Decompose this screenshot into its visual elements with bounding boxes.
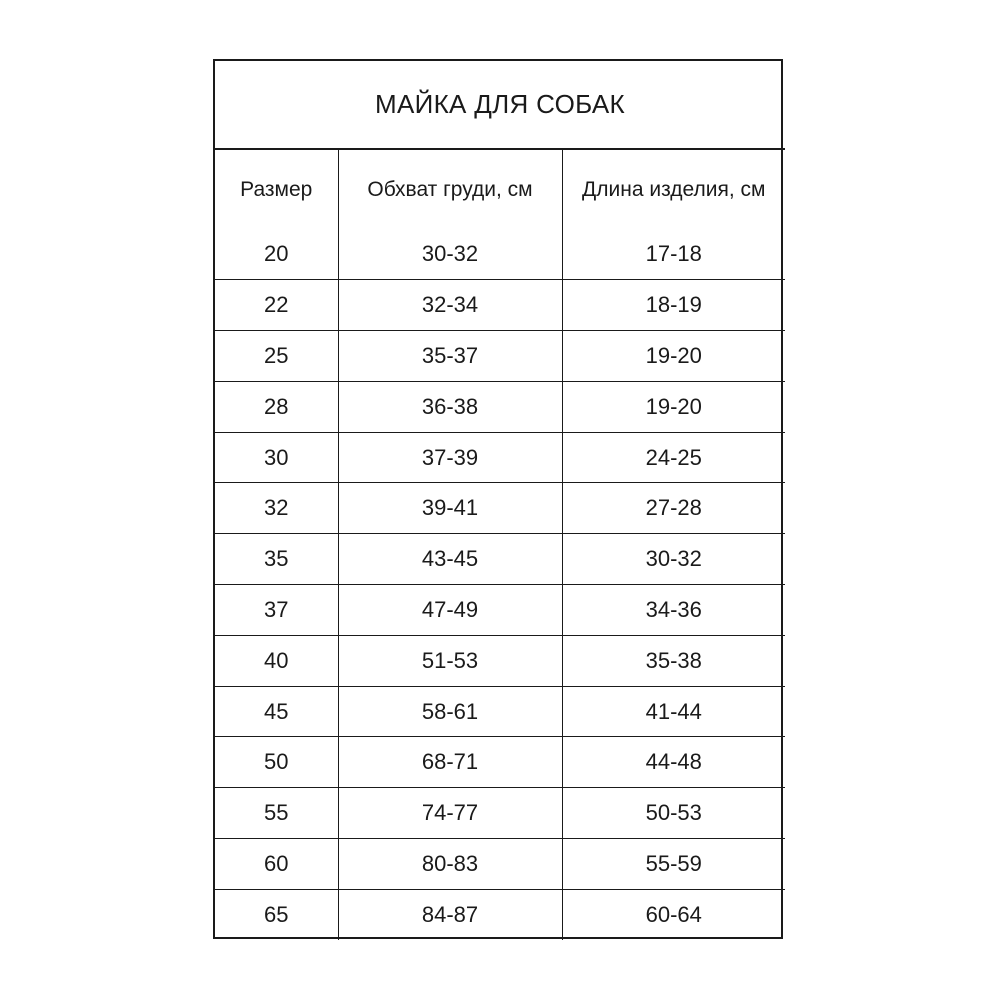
size-cell: 60	[215, 839, 338, 890]
length-cell: 44-48	[562, 737, 785, 788]
length-cell: 41-44	[562, 686, 785, 737]
table-row	[215, 280, 785, 331]
column-header-chest: Обхват груди, см	[338, 149, 562, 229]
length-cell: 50-53	[562, 788, 785, 839]
chest-cell: 51-53	[338, 635, 562, 686]
chest-cell: 58-61	[338, 686, 562, 737]
chest-cell: 37-39	[338, 432, 562, 483]
chest-cell: 74-77	[338, 788, 562, 839]
length-cell: 60-64	[562, 889, 785, 940]
table-row	[215, 737, 785, 788]
size-cell: 28	[215, 381, 338, 432]
chest-cell: 68-71	[338, 737, 562, 788]
length-cell: 30-32	[562, 534, 785, 585]
length-cell: 34-36	[562, 585, 785, 636]
length-cell: 18-19	[562, 280, 785, 331]
table-row	[215, 229, 785, 280]
size-cell: 50	[215, 737, 338, 788]
size-cell: 65	[215, 889, 338, 940]
table-title: МАЙКА ДЛЯ СОБАК	[215, 61, 785, 149]
title-row	[215, 61, 785, 149]
table-row	[215, 534, 785, 585]
table-row	[215, 331, 785, 382]
header-row	[215, 149, 785, 229]
size-cell: 32	[215, 483, 338, 534]
table-row	[215, 839, 785, 890]
length-cell: 19-20	[562, 381, 785, 432]
chest-cell: 36-38	[338, 381, 562, 432]
table-row	[215, 635, 785, 686]
length-cell: 35-38	[562, 635, 785, 686]
length-cell: 17-18	[562, 229, 785, 280]
length-cell: 19-20	[562, 331, 785, 382]
chest-cell: 47-49	[338, 585, 562, 636]
table-row	[215, 585, 785, 636]
length-cell: 27-28	[562, 483, 785, 534]
size-chart	[213, 59, 783, 939]
chest-cell: 80-83	[338, 839, 562, 890]
column-header-length: Длина изделия, см	[562, 149, 785, 229]
chest-cell: 39-41	[338, 483, 562, 534]
size-cell: 45	[215, 686, 338, 737]
size-cell: 22	[215, 280, 338, 331]
size-table	[215, 61, 785, 940]
chest-cell: 84-87	[338, 889, 562, 940]
size-cell: 35	[215, 534, 338, 585]
table-body	[215, 229, 785, 940]
chest-cell: 30-32	[338, 229, 562, 280]
size-cell: 30	[215, 432, 338, 483]
size-cell: 55	[215, 788, 338, 839]
table-row	[215, 686, 785, 737]
size-cell: 25	[215, 331, 338, 382]
size-cell: 37	[215, 585, 338, 636]
table-row	[215, 788, 785, 839]
size-cell: 40	[215, 635, 338, 686]
chest-cell: 35-37	[338, 331, 562, 382]
size-cell: 20	[215, 229, 338, 280]
column-header-size: Размер	[215, 149, 338, 229]
chest-cell: 32-34	[338, 280, 562, 331]
table-row	[215, 432, 785, 483]
chest-cell: 43-45	[338, 534, 562, 585]
length-cell: 24-25	[562, 432, 785, 483]
table-row	[215, 889, 785, 940]
table-row	[215, 381, 785, 432]
table-row	[215, 483, 785, 534]
length-cell: 55-59	[562, 839, 785, 890]
